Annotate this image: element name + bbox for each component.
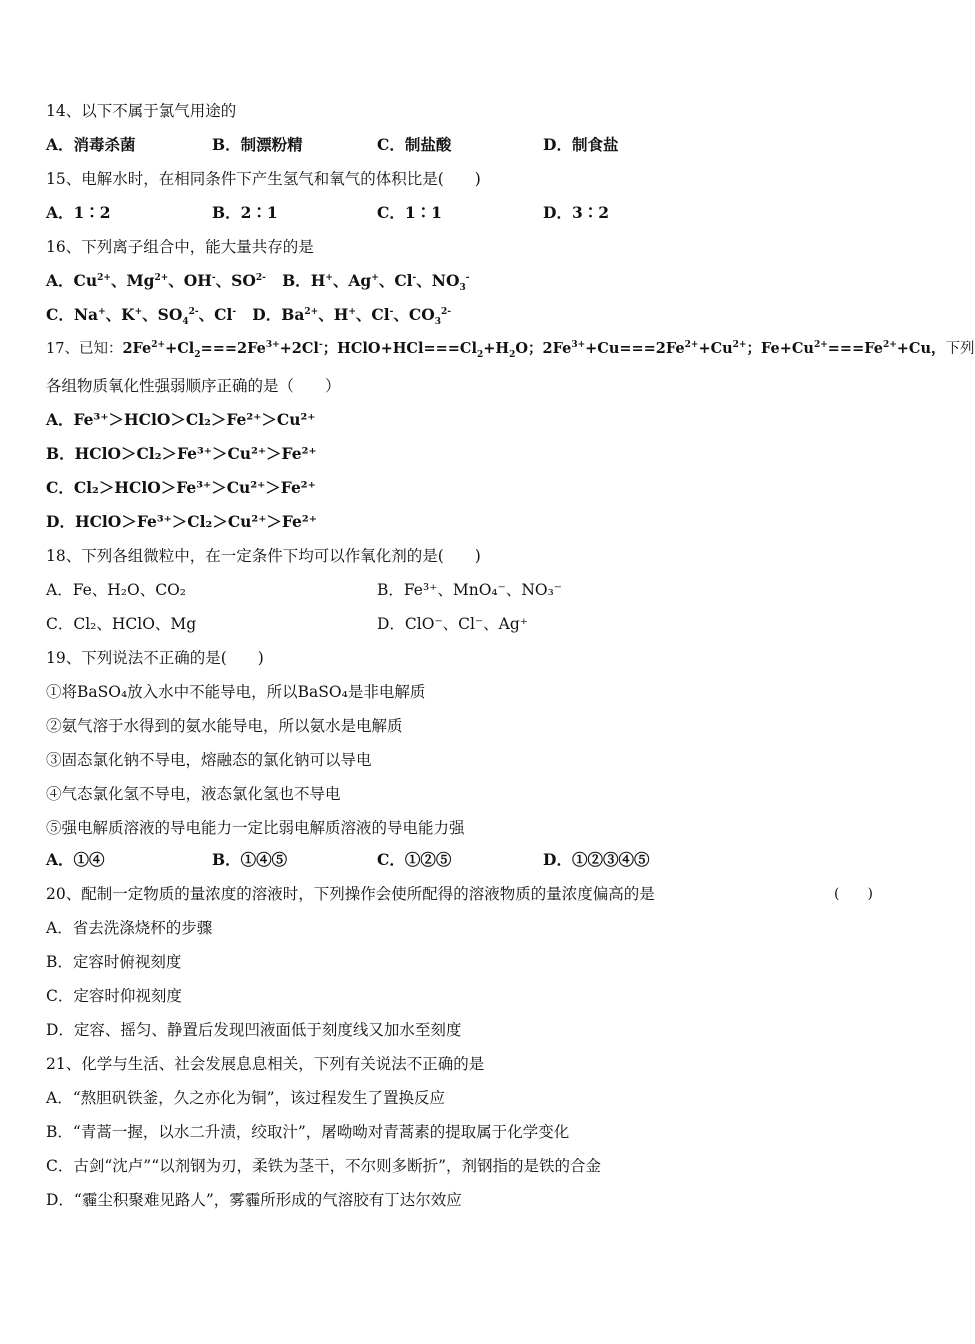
q20-stem: 20、配制一定物质的量浓度的溶液时，下列操作会使所配得的溶液物质的量浓度偏高的是 — [46, 885, 655, 903]
q17-option-b: B．HClO＞Cl₂＞Fe³⁺＞Cu²⁺＞Fe²⁺ — [46, 444, 317, 463]
q18-stem: 18、下列各组微粒中，在一定条件下均可以作氧化剂的是( ) — [46, 547, 481, 565]
q19-statement-4: ④气态氯化氢不导电，液态氯化氢也不导电 — [46, 785, 341, 803]
q18-option-d: D．ClO⁻、Cl⁻、Ag⁺ — [377, 615, 528, 633]
q19-option-d: D．①②③④⑤ — [543, 850, 650, 869]
q17-stem: 17、已知：$2Fe^{2+}+Cl_2===2Fe^{3+}+2Cl^-$；$HClO+HCl===Cl_2+H_2O$；$2Fe^{3+}+Cu===2Fe^{2+}+Cu^{2+}$；$Fe+Cu^{2+}===Fe^{2+}+Cu$，下列 — [46, 340, 975, 360]
q16-option-a: A．$Cu^{2+}$、$Mg^{2+}$、OH-、$SO^{2-}$ — [46, 271, 266, 290]
q17-option-d: D．HClO＞Fe³⁺＞Cl₂＞Cu²⁺＞Fe²⁺ — [46, 512, 317, 531]
q17-stem-line2: 各组物质氧化性强弱顺序正确的是（ ） — [46, 377, 341, 395]
q19-statement-1: ①将BaSO₄放入水中不能导电，所以BaSO₄是非电解质 — [46, 683, 426, 701]
q21-option-c: C．古剑“沈卢”“以剂钢为刃，柔铁为茎干，不尔则多断折”，剂钢指的是铁的合金 — [46, 1157, 602, 1175]
q15-stem: 15、电解水时，在相同条件下产生氢气和氧气的体积比是( ) — [46, 170, 481, 188]
q17-option-c: C．Cl₂＞HClO＞Fe³⁺＞Cu²⁺＞Fe²⁺ — [46, 478, 316, 497]
q19-stem: 19、下列说法不正确的是( ) — [46, 649, 264, 667]
q19-options — [0, 850, 950, 870]
q20-option-b: B．定容时俯视刻度 — [46, 953, 182, 971]
q21-option-b: B．“青蒿一握，以水二升渍，绞取汁”，屠呦呦对青蒿素的提取属于化学变化 — [46, 1123, 570, 1141]
q19-statement-2: ②氨气溶于水得到的氨水能导电，所以氨水是电解质 — [46, 717, 403, 735]
q20-option-a: A．省去洗涤烧杯的步骤 — [46, 919, 213, 937]
q19-option-b: B．①④⑤ — [212, 850, 288, 869]
q18-option-row-2 — [0, 614, 950, 634]
q18-option-b: B．Fe³⁺、MnO₄⁻、NO₃⁻ — [377, 581, 562, 599]
q18-option-a: A．Fe、H₂O、CO₂ — [46, 581, 186, 599]
q21-option-a: A．“熬胆矾铁釜，久之亦化为铜”，该过程发生了置换反应 — [46, 1089, 446, 1107]
q16-option-row-2 — [46, 305, 452, 328]
q16-option-b: B．H+、Ag+、Cl-、$NO_3^-$ — [282, 271, 470, 294]
q15-option-c: C．1∶1 — [377, 203, 442, 222]
q18-option-row-1 — [0, 580, 950, 600]
q14-option-a: A．消毒杀菌 — [46, 135, 136, 154]
q15-option-d: D．3∶2 — [543, 203, 610, 222]
q20-option-c: C．定容时仰视刻度 — [46, 987, 182, 1005]
q16-option-row-1 — [46, 271, 470, 294]
q20-answer-paren: ( ) — [834, 886, 873, 902]
q21-stem: 21、化学与生活、社会发展息息相关，下列有关说法不正确的是 — [46, 1055, 485, 1073]
q21-option-d: D．“霾尘积聚难见路人”，雾霾所形成的气溶胶有丁达尔效应 — [46, 1191, 462, 1209]
q19-statement-5: ⑤强电解质溶液的导电能力一定比弱电解质溶液的导电能力强 — [46, 819, 465, 837]
q15-option-a: A．1∶2 — [46, 203, 111, 222]
q14-options — [0, 135, 950, 155]
q16-option-d: D．$Ba^{2+}$、H+、Cl-、$CO_3^{2-}$ — [252, 305, 452, 328]
q15-options — [0, 203, 950, 223]
q19-option-c: C．①②⑤ — [377, 850, 452, 869]
q17-option-a: A．Fe³⁺＞HClO＞Cl₂＞Fe²⁺＞Cu²⁺ — [46, 410, 316, 429]
q16-option-c: C．Na+、K+、$SO_4^{2-}$、Cl- — [46, 305, 237, 328]
q14-option-d: D．制食盐 — [543, 135, 619, 154]
q18-option-c: C．Cl₂、HClO、Mg — [46, 615, 197, 633]
q15-option-b: B．2∶1 — [212, 203, 278, 222]
q14-stem: 14、以下不属于氯气用途的 — [46, 102, 237, 120]
q14-option-b: B．制漂粉精 — [212, 135, 303, 154]
q19-statement-3: ③固态氯化钠不导电，熔融态的氯化钠可以导电 — [46, 751, 372, 769]
q14-option-c: C．制盐酸 — [377, 135, 452, 154]
q19-option-a: A．①④ — [46, 850, 105, 869]
q20-option-d: D．定容、摇匀、静置后发现凹液面低于刻度线又加水至刻度 — [46, 1021, 462, 1039]
q16-stem: 16、下列离子组合中，能大量共存的是 — [46, 238, 314, 256]
